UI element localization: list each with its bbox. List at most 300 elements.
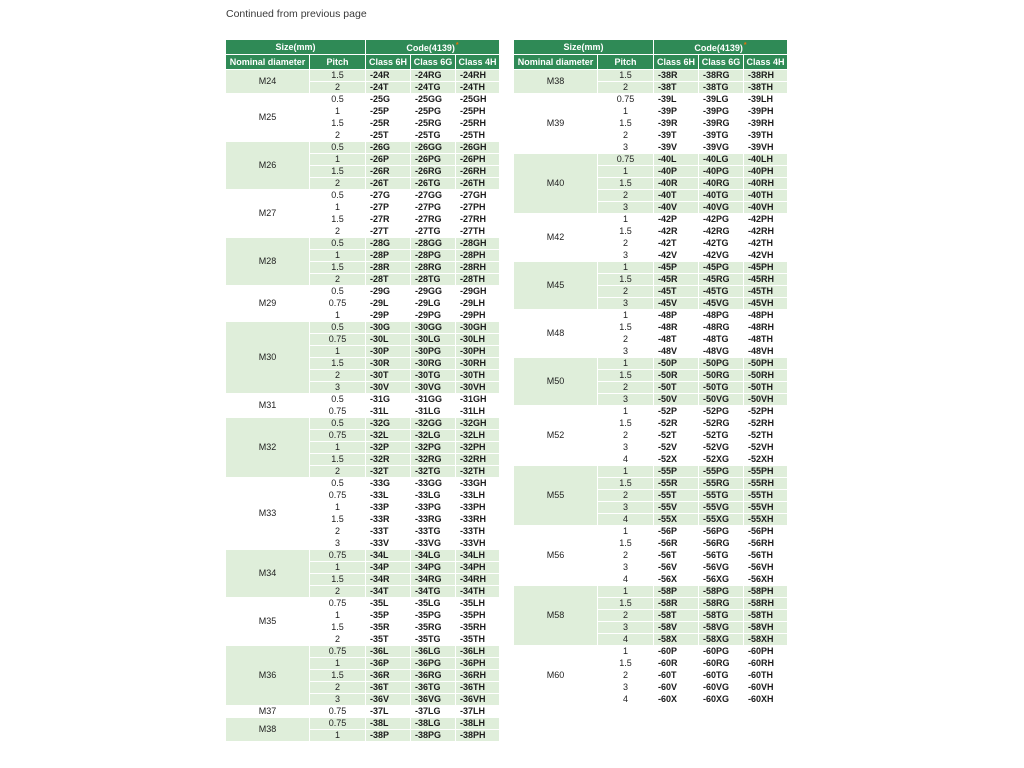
class-4h-cell: -52PH <box>744 406 788 418</box>
class-6h-cell: -28P <box>366 250 411 262</box>
pitch-cell: 1 <box>598 214 654 226</box>
pitch-cell: 3 <box>598 682 654 694</box>
thread-code-table-right-container <box>513 39 788 706</box>
class-6g-cell: -40VG <box>699 202 744 214</box>
class-6h-cell: -32T <box>366 466 411 478</box>
class-6h-cell: -30L <box>366 334 411 346</box>
class-4h-cell: -50PH <box>744 358 788 370</box>
class-4h-cell: -42RH <box>744 226 788 238</box>
class-6g-cell: -58TG <box>699 610 744 622</box>
class-6h-cell: -58X <box>654 634 699 646</box>
diameter-cell: M39 <box>514 94 598 154</box>
class-6g-cell: -30VG <box>411 382 456 394</box>
class-6h-cell: -42T <box>654 238 699 250</box>
pitch-cell: 1 <box>310 730 366 742</box>
class-4h-cell: -39VH <box>744 142 788 154</box>
class-6g-cell: -42RG <box>699 226 744 238</box>
pitch-cell: 2 <box>598 130 654 142</box>
class-6g-cell: -33LG <box>411 490 456 502</box>
class-4h-cell: -56PH <box>744 526 788 538</box>
class-6g-cell: -45VG <box>699 298 744 310</box>
table-row <box>226 646 500 658</box>
pitch-cell: 3 <box>310 694 366 706</box>
class-6h-cell: -36P <box>366 658 411 670</box>
pitch-cell: 2 <box>310 82 366 94</box>
diameter-cell: M35 <box>226 598 310 646</box>
pitch-cell: 2 <box>598 286 654 298</box>
diameter-cell: M36 <box>226 646 310 706</box>
class-6h-cell: -60T <box>654 670 699 682</box>
class-6h-cell: -60R <box>654 658 699 670</box>
column-header: Nominal diameter <box>226 55 310 70</box>
diameter-cell: M24 <box>226 70 310 94</box>
pitch-cell: 3 <box>598 346 654 358</box>
pitch-cell: 1.5 <box>310 622 366 634</box>
diameter-cell: M55 <box>514 466 598 526</box>
class-6h-cell: -27G <box>366 190 411 202</box>
diameter-cell: M38 <box>226 718 310 742</box>
class-4h-cell: -36VH <box>456 694 500 706</box>
pitch-cell: 0.75 <box>598 94 654 106</box>
pitch-cell: 1.5 <box>310 514 366 526</box>
class-6g-cell: -33RG <box>411 514 456 526</box>
column-header-row <box>226 55 500 70</box>
table-row <box>514 70 788 82</box>
class-6h-cell: -26T <box>366 178 411 190</box>
class-6g-cell: -34PG <box>411 562 456 574</box>
diameter-cell: M58 <box>514 586 598 646</box>
class-4h-cell: -52RH <box>744 418 788 430</box>
class-6h-cell: -33P <box>366 502 411 514</box>
class-4h-cell: -34RH <box>456 574 500 586</box>
pitch-cell: 3 <box>598 502 654 514</box>
pitch-cell: 1.5 <box>598 370 654 382</box>
pitch-cell: 3 <box>598 442 654 454</box>
class-6g-cell: -25PG <box>411 106 456 118</box>
class-4h-cell: -26PH <box>456 154 500 166</box>
class-4h-cell: -38RH <box>744 70 788 82</box>
column-header: Class 6H <box>654 55 699 70</box>
pitch-cell: 2 <box>310 586 366 598</box>
class-6h-cell: -48V <box>654 346 699 358</box>
class-6g-cell: -35LG <box>411 598 456 610</box>
pitch-cell: 2 <box>598 382 654 394</box>
diameter-cell: M25 <box>226 94 310 142</box>
class-6h-cell: -55V <box>654 502 699 514</box>
pitch-cell: 1.5 <box>598 226 654 238</box>
class-6g-cell: -55VG <box>699 502 744 514</box>
class-6h-cell: -60V <box>654 682 699 694</box>
class-6h-cell: -30P <box>366 346 411 358</box>
diameter-cell: M28 <box>226 238 310 286</box>
class-4h-cell: -34TH <box>456 586 500 598</box>
class-6g-cell: -50RG <box>699 370 744 382</box>
code-footnote-mark: * <box>743 42 747 49</box>
class-4h-cell: -39LH <box>744 94 788 106</box>
pitch-cell: 2 <box>598 670 654 682</box>
pitch-cell: 2 <box>598 190 654 202</box>
class-6h-cell: -42V <box>654 250 699 262</box>
pitch-cell: 2 <box>598 82 654 94</box>
class-6h-cell: -39V <box>654 142 699 154</box>
pitch-cell: 1.5 <box>310 70 366 82</box>
class-4h-cell: -25RH <box>456 118 500 130</box>
pitch-cell: 1 <box>310 250 366 262</box>
class-4h-cell: -56XH <box>744 574 788 586</box>
class-6h-cell: -25T <box>366 130 411 142</box>
class-6h-cell: -60X <box>654 694 699 706</box>
class-4h-cell: -45RH <box>744 274 788 286</box>
pitch-cell: 2 <box>310 226 366 238</box>
pitch-cell: 2 <box>598 430 654 442</box>
class-6h-cell: -30G <box>366 322 411 334</box>
class-4h-cell: -27GH <box>456 190 500 202</box>
pitch-cell: 1 <box>310 562 366 574</box>
class-4h-cell: -38PH <box>456 730 500 742</box>
diameter-cell: M26 <box>226 142 310 190</box>
class-6h-cell: -45P <box>654 262 699 274</box>
class-6g-cell: -58PG <box>699 586 744 598</box>
class-4h-cell: -56TH <box>744 550 788 562</box>
class-6h-cell: -55T <box>654 490 699 502</box>
class-6h-cell: -58R <box>654 598 699 610</box>
pitch-cell: 0.75 <box>310 706 366 718</box>
class-4h-cell: -40PH <box>744 166 788 178</box>
pitch-cell: 0.5 <box>310 418 366 430</box>
class-6h-cell: -38L <box>366 718 411 730</box>
class-4h-cell: -55TH <box>744 490 788 502</box>
class-4h-cell: -60XH <box>744 694 788 706</box>
class-4h-cell: -31LH <box>456 406 500 418</box>
class-6g-cell: -60PG <box>699 646 744 658</box>
table-row <box>226 394 500 406</box>
pitch-cell: 1.5 <box>310 166 366 178</box>
continued-note: Continued from previous page <box>226 8 367 20</box>
class-6g-cell: -60VG <box>699 682 744 694</box>
diameter-cell: M29 <box>226 286 310 322</box>
class-4h-cell: -56RH <box>744 538 788 550</box>
class-4h-cell: -55XH <box>744 514 788 526</box>
class-6g-cell: -36RG <box>411 670 456 682</box>
class-6g-cell: -25TG <box>411 130 456 142</box>
class-6g-cell: -30PG <box>411 346 456 358</box>
table-row <box>514 466 788 478</box>
pitch-cell: 1.5 <box>598 274 654 286</box>
pitch-cell: 2 <box>310 370 366 382</box>
class-4h-cell: -48RH <box>744 322 788 334</box>
pitch-cell: 1 <box>598 526 654 538</box>
class-6h-cell: -29P <box>366 310 411 322</box>
class-6h-cell: -39T <box>654 130 699 142</box>
class-4h-cell: -29PH <box>456 310 500 322</box>
class-6h-cell: -32L <box>366 430 411 442</box>
class-6g-cell: -36LG <box>411 646 456 658</box>
diameter-cell: M50 <box>514 358 598 406</box>
class-4h-cell: -52VH <box>744 442 788 454</box>
class-6g-cell: -52VG <box>699 442 744 454</box>
class-4h-cell: -26TH <box>456 178 500 190</box>
class-6g-cell: -45RG <box>699 274 744 286</box>
pitch-cell: 1 <box>310 442 366 454</box>
class-6g-cell: -60RG <box>699 658 744 670</box>
class-6g-cell: -39LG <box>699 94 744 106</box>
pitch-cell: 1 <box>310 106 366 118</box>
class-6g-cell: -48VG <box>699 346 744 358</box>
pitch-cell: 1 <box>598 166 654 178</box>
class-4h-cell: -42TH <box>744 238 788 250</box>
table-row <box>514 406 788 418</box>
class-6g-cell: -39TG <box>699 130 744 142</box>
pitch-cell: 1.5 <box>598 418 654 430</box>
pitch-cell: 0.75 <box>310 490 366 502</box>
class-4h-cell: -29LH <box>456 298 500 310</box>
class-6g-cell: -28TG <box>411 274 456 286</box>
class-6g-cell: -30TG <box>411 370 456 382</box>
table-row <box>226 238 500 250</box>
class-4h-cell: -60VH <box>744 682 788 694</box>
class-6g-cell: -48TG <box>699 334 744 346</box>
pitch-cell: 1.5 <box>310 118 366 130</box>
pitch-cell: 0.5 <box>310 322 366 334</box>
pitch-cell: 1.5 <box>310 574 366 586</box>
group-header-row <box>226 40 500 55</box>
class-4h-cell: -60RH <box>744 658 788 670</box>
class-4h-cell: -55RH <box>744 478 788 490</box>
class-6g-cell: -35RG <box>411 622 456 634</box>
class-4h-cell: -40RH <box>744 178 788 190</box>
class-4h-cell: -34LH <box>456 550 500 562</box>
class-6g-cell: -34RG <box>411 574 456 586</box>
class-6g-cell: -50VG <box>699 394 744 406</box>
pitch-cell: 1.5 <box>598 178 654 190</box>
diameter-cell: M27 <box>226 190 310 238</box>
class-6g-cell: -33TG <box>411 526 456 538</box>
pitch-cell: 2 <box>598 490 654 502</box>
class-6h-cell: -50V <box>654 394 699 406</box>
class-6g-cell: -25GG <box>411 94 456 106</box>
column-header: Class 4H <box>744 55 788 70</box>
class-4h-cell: -30VH <box>456 382 500 394</box>
class-6g-cell: -27GG <box>411 190 456 202</box>
class-4h-cell: -52XH <box>744 454 788 466</box>
class-4h-cell: -33PH <box>456 502 500 514</box>
pitch-cell: 1.5 <box>598 598 654 610</box>
class-6g-cell: -26TG <box>411 178 456 190</box>
class-6g-cell: -42VG <box>699 250 744 262</box>
pitch-cell: 2 <box>310 634 366 646</box>
table-row <box>514 310 788 322</box>
class-6h-cell: -29G <box>366 286 411 298</box>
class-6h-cell: -30V <box>366 382 411 394</box>
class-4h-cell: -42PH <box>744 214 788 226</box>
diameter-cell: M45 <box>514 262 598 310</box>
class-6g-cell: -33PG <box>411 502 456 514</box>
pitch-cell: 1 <box>598 106 654 118</box>
class-6g-cell: -30GG <box>411 322 456 334</box>
class-6g-cell: -31GG <box>411 394 456 406</box>
class-4h-cell: -28PH <box>456 250 500 262</box>
pitch-cell: 1.5 <box>598 658 654 670</box>
class-4h-cell: -48PH <box>744 310 788 322</box>
class-6h-cell: -42P <box>654 214 699 226</box>
class-6g-cell: -38LG <box>411 718 456 730</box>
class-6h-cell: -37L <box>366 706 411 718</box>
class-4h-cell: -58PH <box>744 586 788 598</box>
pitch-cell: 0.5 <box>310 94 366 106</box>
pitch-cell: 3 <box>598 298 654 310</box>
class-6g-cell: -52RG <box>699 418 744 430</box>
class-4h-cell: -34PH <box>456 562 500 574</box>
class-6h-cell: -55R <box>654 478 699 490</box>
pitch-cell: 4 <box>598 574 654 586</box>
class-6h-cell: -50P <box>654 358 699 370</box>
class-6h-cell: -60P <box>654 646 699 658</box>
pitch-cell: 0.75 <box>310 718 366 730</box>
table-row <box>226 142 500 154</box>
class-6g-cell: -36PG <box>411 658 456 670</box>
class-6g-cell: -26GG <box>411 142 456 154</box>
diameter-cell: M33 <box>226 478 310 550</box>
class-6h-cell: -50T <box>654 382 699 394</box>
class-6g-cell: -27TG <box>411 226 456 238</box>
class-6g-cell: -28PG <box>411 250 456 262</box>
class-6g-cell: -39RG <box>699 118 744 130</box>
class-4h-cell: -26GH <box>456 142 500 154</box>
class-4h-cell: -58XH <box>744 634 788 646</box>
pitch-cell: 1 <box>310 346 366 358</box>
class-4h-cell: -32RH <box>456 454 500 466</box>
class-4h-cell: -33VH <box>456 538 500 550</box>
class-6h-cell: -30R <box>366 358 411 370</box>
class-6h-cell: -36L <box>366 646 411 658</box>
class-4h-cell: -30LH <box>456 334 500 346</box>
class-4h-cell: -28RH <box>456 262 500 274</box>
pitch-cell: 3 <box>310 382 366 394</box>
class-4h-cell: -55PH <box>744 466 788 478</box>
pitch-cell: 1.5 <box>598 322 654 334</box>
pitch-cell: 0.5 <box>310 394 366 406</box>
class-4h-cell: -30TH <box>456 370 500 382</box>
diameter-cell: M34 <box>226 550 310 598</box>
class-6h-cell: -32P <box>366 442 411 454</box>
class-6g-cell: -58RG <box>699 598 744 610</box>
class-4h-cell: -45PH <box>744 262 788 274</box>
pitch-cell: 2 <box>310 526 366 538</box>
class-6h-cell: -48P <box>654 310 699 322</box>
class-6h-cell: -39P <box>654 106 699 118</box>
class-4h-cell: -27TH <box>456 226 500 238</box>
column-header: Class 6G <box>411 55 456 70</box>
class-6g-cell: -31LG <box>411 406 456 418</box>
pitch-cell: 4 <box>598 694 654 706</box>
code-group-header: Code(4139)* <box>366 40 500 55</box>
class-4h-cell: -25TH <box>456 130 500 142</box>
class-4h-cell: -40VH <box>744 202 788 214</box>
class-4h-cell: -42VH <box>744 250 788 262</box>
class-6g-cell: -34LG <box>411 550 456 562</box>
table-row <box>514 214 788 226</box>
pitch-cell: 2 <box>598 238 654 250</box>
class-6h-cell: -34R <box>366 574 411 586</box>
class-6h-cell: -33G <box>366 478 411 490</box>
pitch-cell: 2 <box>598 550 654 562</box>
column-header: Pitch <box>598 55 654 70</box>
class-4h-cell: -35LH <box>456 598 500 610</box>
class-6h-cell: -55P <box>654 466 699 478</box>
class-6g-cell: -28RG <box>411 262 456 274</box>
pitch-cell: 2 <box>598 610 654 622</box>
class-6h-cell: -48T <box>654 334 699 346</box>
class-6g-cell: -38RG <box>699 70 744 82</box>
class-6g-cell: -56VG <box>699 562 744 574</box>
class-6h-cell: -56R <box>654 538 699 550</box>
class-6g-cell: -33GG <box>411 478 456 490</box>
pitch-cell: 1 <box>310 658 366 670</box>
class-4h-cell: -45TH <box>744 286 788 298</box>
pitch-cell: 1 <box>310 610 366 622</box>
pitch-cell: 1.5 <box>310 214 366 226</box>
class-6h-cell: -36V <box>366 694 411 706</box>
class-6g-cell: -25RG <box>411 118 456 130</box>
class-4h-cell: -32GH <box>456 418 500 430</box>
class-4h-cell: -39PH <box>744 106 788 118</box>
pitch-cell: 2 <box>310 466 366 478</box>
class-6h-cell: -38R <box>654 70 699 82</box>
class-6g-cell: -55RG <box>699 478 744 490</box>
table-row <box>514 646 788 658</box>
class-6g-cell: -39PG <box>699 106 744 118</box>
class-6h-cell: -40R <box>654 178 699 190</box>
class-4h-cell: -26RH <box>456 166 500 178</box>
pitch-cell: 3 <box>598 202 654 214</box>
class-6h-cell: -56V <box>654 562 699 574</box>
class-6h-cell: -48R <box>654 322 699 334</box>
pitch-cell: 1.5 <box>310 358 366 370</box>
class-6h-cell: -33V <box>366 538 411 550</box>
pitch-cell: 3 <box>598 250 654 262</box>
class-4h-cell: -36PH <box>456 658 500 670</box>
pitch-cell: 2 <box>310 274 366 286</box>
pitch-cell: 2 <box>310 130 366 142</box>
class-4h-cell: -25PH <box>456 106 500 118</box>
class-6g-cell: -45TG <box>699 286 744 298</box>
pitch-cell: 1 <box>310 154 366 166</box>
class-6h-cell: -25P <box>366 106 411 118</box>
pitch-cell: 4 <box>598 454 654 466</box>
column-header: Pitch <box>310 55 366 70</box>
class-4h-cell: -30GH <box>456 322 500 334</box>
thread-code-table-left <box>225 39 500 742</box>
pitch-cell: 1.5 <box>310 670 366 682</box>
pitch-cell: 0.75 <box>310 646 366 658</box>
class-6g-cell: -48PG <box>699 310 744 322</box>
pitch-cell: 0.5 <box>310 142 366 154</box>
class-6h-cell: -34L <box>366 550 411 562</box>
class-6g-cell: -32GG <box>411 418 456 430</box>
class-6g-cell: -52PG <box>699 406 744 418</box>
class-6g-cell: -28GG <box>411 238 456 250</box>
class-6g-cell: -52TG <box>699 430 744 442</box>
pitch-cell: 0.5 <box>310 238 366 250</box>
diameter-cell: M32 <box>226 418 310 478</box>
class-6h-cell: -35P <box>366 610 411 622</box>
table-row <box>514 94 788 106</box>
pitch-cell: 3 <box>598 142 654 154</box>
class-4h-cell: -28GH <box>456 238 500 250</box>
class-6h-cell: -36R <box>366 670 411 682</box>
class-6g-cell: -26RG <box>411 166 456 178</box>
table-row <box>226 418 500 430</box>
